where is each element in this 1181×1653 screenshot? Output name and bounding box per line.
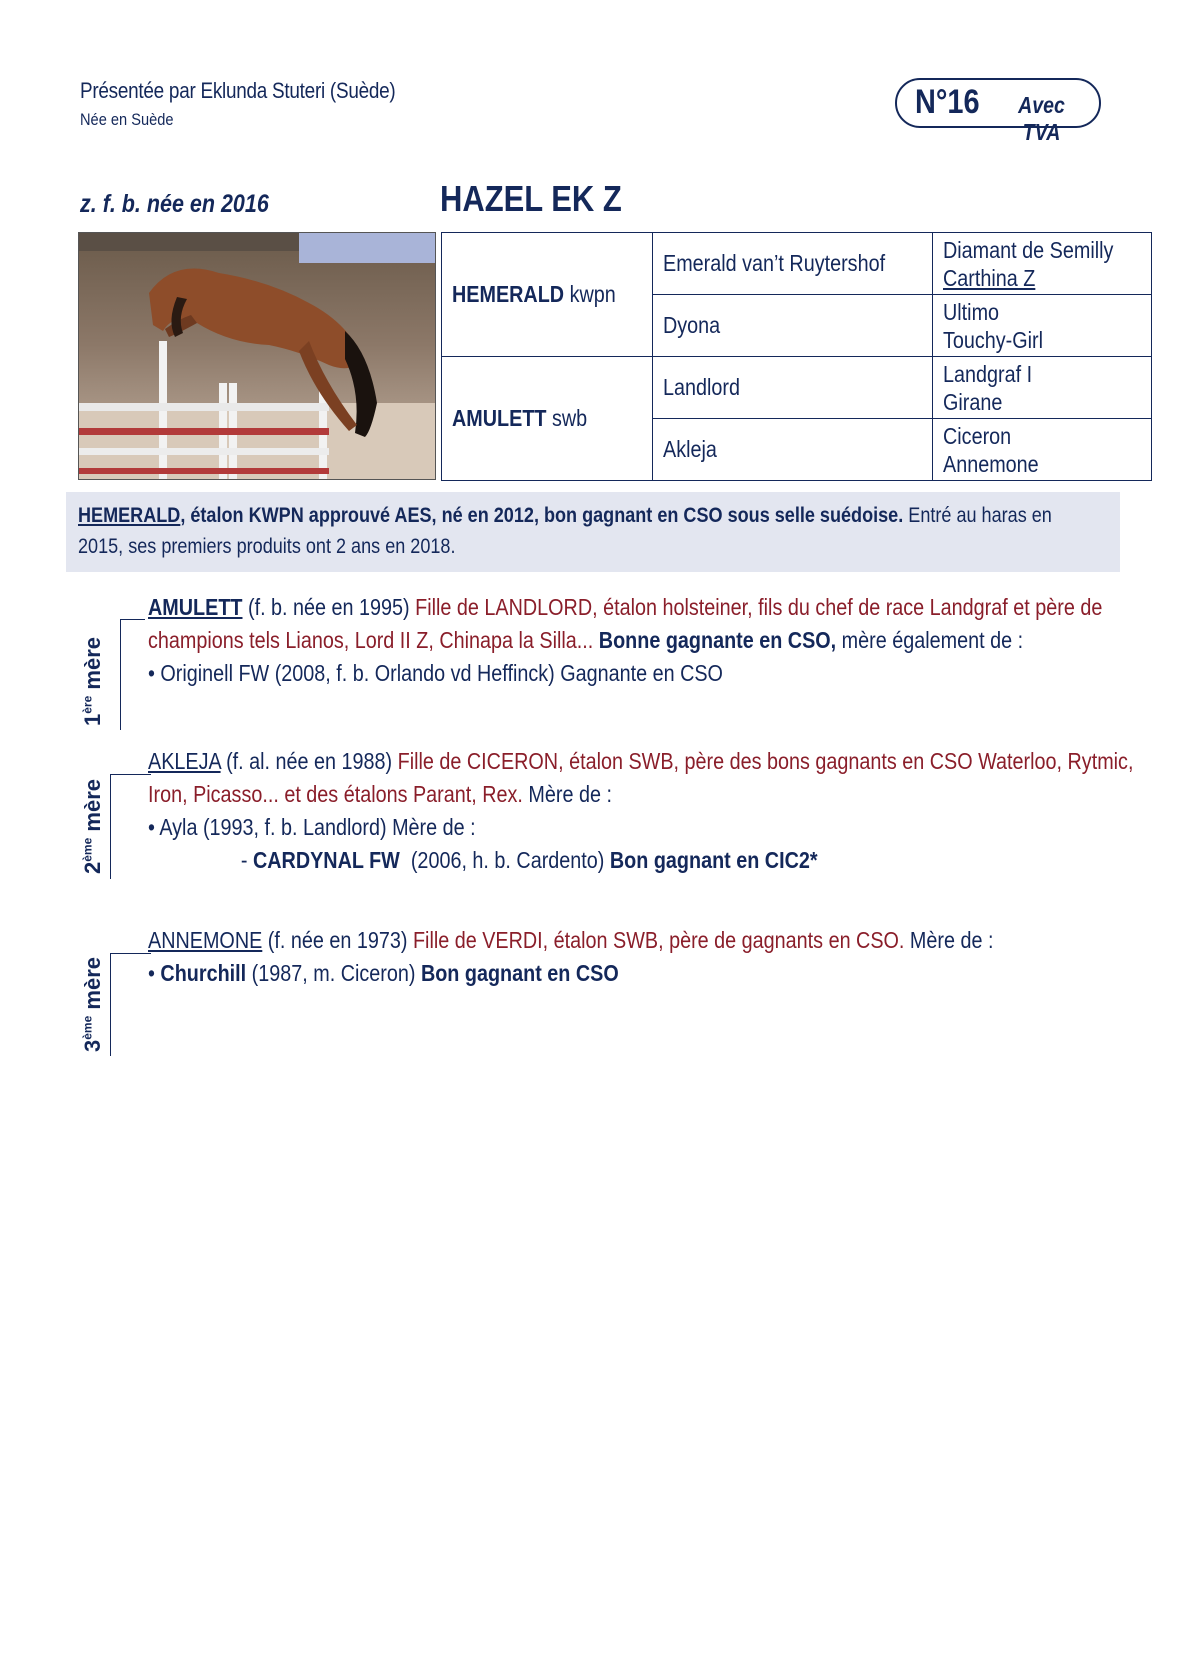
first-dam-name: AMULETT bbox=[148, 594, 243, 620]
grandparent-cell: Landlord bbox=[653, 357, 932, 419]
lot-tva: Avec TVA bbox=[1018, 92, 1065, 145]
second-dam-grandproduce: - CARDYNAL FW (2006, h. b. Cardento) Bon gagnant en CIC2* bbox=[240, 847, 818, 873]
sire-note-name: HEMERALD bbox=[78, 504, 181, 527]
sire-stud: kwpn bbox=[569, 281, 616, 307]
birth-country: Née en Suède bbox=[80, 110, 174, 129]
second-dam-bracket bbox=[110, 774, 151, 879]
first-dam-produce: • Originell FW (2008, f. b. Orlando vd Heffinck) Gagnante en CSO bbox=[148, 660, 723, 686]
dam-stud: swb bbox=[551, 405, 588, 431]
grandparent-cell: Emerald van’t Ruytershof bbox=[653, 233, 932, 295]
lot-number: N°16 bbox=[915, 83, 980, 121]
horse-description: z. f. b. née en 2016 bbox=[80, 190, 269, 218]
third-dam-name: ANNEMONE bbox=[148, 927, 263, 953]
great-grandparent-cell: Landgraf I Girane bbox=[932, 357, 1151, 419]
grandparent-cell: Akleja bbox=[653, 419, 932, 481]
horse-name: HAZEL EK Z bbox=[440, 178, 622, 219]
second-dam-name: AKLEJA bbox=[148, 748, 221, 774]
sire-note-highlight: , étalon KWPN approuvé AES, né en 2012, bon gagnant en CSO sous selle suédoise. bbox=[180, 504, 904, 527]
third-dam-paragraph: ANNEMONE (f. née en 1973) Fille de VERDI, étalon SWB, père de gagnants en CSO. Mère de : • Churchill (1987, m. Ciceron) Bon gagnant en CSO bbox=[148, 924, 1137, 990]
second-dam-paragraph: AKLEJA (f. al. née en 1988) Fille de CICERON, étalon SWB, père des bons gagnants en CSO Waterloo, Rytmic, Iron, Picasso... et des étalons Parant, Rex. Mère de : • Ayla (1993, f. b. Landlord) Mère de : - CARDYNAL FW (2006, h. b. Cardento) Bon gagnant en CIC2* bbox=[148, 745, 1137, 877]
first-dam-paragraph: AMULETT (f. b. née en 1995) Fille de LANDLORD, étalon holsteiner, fils du chef de race Landgraf et père de champions tels Lianos, Lord II Z, Chinapa la Silla... Bonne gagnante en CSO, mère également de : • Originell FW (2008, f. b. Orlando vd Heffinck) Gagnante en CSO bbox=[148, 591, 1137, 690]
sire-note-text: Entré au haras en 2015, ses premiers produits ont 2 ans en 2018. bbox=[78, 504, 1052, 558]
pedigree-table bbox=[441, 232, 1152, 481]
horse-photo bbox=[78, 232, 436, 480]
first-dam-label: 1ère mère bbox=[80, 637, 105, 726]
presenter-line: Présentée par Eklunda Stuteri (Suède) bbox=[80, 78, 396, 103]
great-grandparent-cell: Ultimo Touchy-Girl bbox=[932, 295, 1151, 357]
dam-cell bbox=[442, 357, 653, 481]
third-dam-label: 3ème mère bbox=[80, 957, 105, 1052]
first-dam-bracket bbox=[120, 619, 145, 730]
great-grandparent-cell: Ciceron Annemone bbox=[932, 419, 1151, 481]
grandparent-cell: Dyona bbox=[653, 295, 932, 357]
sire-name: HEMERALD bbox=[452, 281, 565, 307]
sire-note bbox=[78, 500, 1101, 562]
lot-badge bbox=[895, 78, 1101, 145]
great-grandparent-cell: Diamant de Semilly Carthina Z bbox=[932, 233, 1151, 295]
third-dam-bracket bbox=[110, 953, 151, 1056]
sire-note-box bbox=[66, 492, 1120, 572]
second-dam-label: 2ème mère bbox=[80, 779, 105, 874]
sire-cell bbox=[442, 233, 653, 357]
horse-jumping-image bbox=[79, 233, 436, 480]
second-dam-produce: • Ayla (1993, f. b. Landlord) Mère de : bbox=[148, 814, 476, 840]
dam-name: AMULETT bbox=[452, 405, 547, 431]
third-dam-produce: • Churchill (1987, m. Ciceron) Bon gagnant en CSO bbox=[148, 960, 619, 986]
